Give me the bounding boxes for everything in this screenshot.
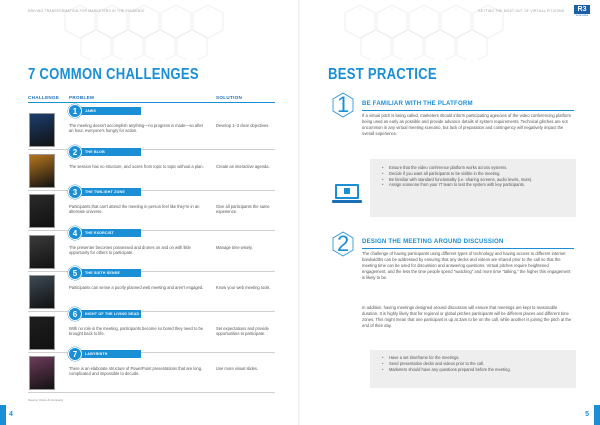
challenge-name: LABYRINTH: [76, 350, 141, 358]
solution-text: Use more visual slides.: [216, 366, 259, 371]
solution-text: Set expectations and provide opportunities to participate.: [216, 325, 269, 336]
r3-logo: [574, 5, 590, 17]
page-title: 7 COMMON CHALLENGES: [28, 66, 199, 83]
section-paragraph-2: The challenge of having participants using different types of technology and having access to different internet bandwidths can be addressed by ensuring that any decks and videos are shared prior to the call so that the meeting time can be used for discussion and answering questions. Virtual pitches require heightened engagement, and the less the time people spend "watching" and more time "talking," the higher this engagement is likely to be.: [362, 251, 571, 281]
challenge-number: 5: [68, 266, 82, 280]
page-number: 4: [9, 411, 13, 418]
section-rule-2: [362, 248, 574, 249]
challenge-name: THE BLOB: [76, 148, 141, 156]
problem-text: With no role in the meeting, participants become so bored they need to be brought back to life.: [69, 325, 204, 336]
column-header-challenge: CHALLENGE: [28, 95, 60, 100]
section-2-tips-list: [382, 355, 568, 372]
problem-text: Participants can sense a poorly planned web meeting and aren't engaged.: [69, 285, 204, 290]
tip-item: • Assign someone from your IT team to test the system with key participants.: [382, 182, 568, 188]
logo-sub: WORLDWIDE: [575, 15, 589, 17]
challenge-name: THE TWILIGHT ZONE: [76, 188, 141, 196]
section-title-2: DESIGN THE MEETING AROUND DISCUSSION: [362, 238, 504, 245]
source-note: Source: Cisco & Company: [28, 398, 64, 402]
tip-item: • Marketers should have any questions prepared before the meeting.: [382, 367, 568, 373]
problem-text: Participants that can't attend the meeting in person feel like they're in an alternate universe.: [69, 204, 200, 215]
problem-text: There is an elaborate structure of PowerPoint presentations that are long, complicated and impossible to decode.: [69, 366, 203, 377]
table-row: [28, 309, 275, 353]
page-title: BEST PRACTICE: [328, 66, 437, 83]
solution-text: Create an interactive agenda.: [216, 163, 270, 169]
section-paragraph-2b: In addition, having meetings designed around discussion will ensure that meetings are kept to reasonable duration. It is highly likely that for regional or global pitches participants will be different places and different time zones. This might mean that one participant is up at 3am to be on the call, while another is joining the pitch at the end of their day.: [362, 305, 572, 329]
solution-text: Know your web meeting tools.: [216, 285, 271, 290]
header-rule: [28, 102, 275, 103]
challenge-number: 2: [68, 145, 82, 159]
column-header-problem: PROBLEM: [69, 95, 95, 100]
challenge-number: 1: [68, 104, 82, 118]
challenge-number: 6: [68, 307, 82, 321]
living-dead-poster: [29, 316, 55, 350]
section-number-1: 1: [337, 92, 350, 117]
running-head: DRIVING TRANSFORMATION FOR MARKETERS IN THE PANDEMIC: [28, 9, 145, 13]
section-title-1: BE FAMILIAR WITH THE PLATFORM: [362, 100, 473, 107]
section-1-tips-box: [370, 159, 576, 217]
problem-text: The presenter becomes possessed and drones on and on with little opportunity for others to participate.: [69, 244, 191, 255]
challenge-name: THE EXORCIST: [76, 229, 141, 237]
section-paragraph-1: If a virtual pitch is being called, marketers should inform participating agencies of the video conferencing platform being used as early as possible and provide advance details of system requirements. Technical glitches are not uncommon in any virtual meeting scenario, but lack of preparation and contingency will negatively impact the overall experience.: [362, 113, 572, 137]
tip-item: • Have a set timeframe for the meetings.: [382, 355, 568, 361]
tip-item: • Be familiar with standard functionality (i.e. sharing screens, audio levels, mute).: [382, 177, 568, 183]
page-number: 5: [585, 411, 589, 418]
challenge-name: JAWS: [76, 107, 141, 115]
labyrinth-poster: [29, 356, 55, 390]
problem-text: The meeting doesn't accomplish anything—no progress is made—so after an hour, everyone's hungry for action.: [69, 123, 204, 134]
challenge-name: NIGHT OF THE LIVING DEAD: [76, 310, 141, 318]
challenge-number: 4: [68, 226, 82, 240]
solution-text: Give all participants the same experience.: [216, 204, 270, 215]
hexagon-outline-icon: [332, 231, 354, 257]
solution-text: Manage time wisely.: [216, 244, 253, 250]
tip-item: • Decide if you want all participants to be visible in the meeting.: [382, 171, 568, 177]
table-row: [28, 107, 275, 150]
logo-mark: R3: [574, 5, 590, 14]
jaws-poster: [29, 113, 55, 147]
section-2-tips-box: [370, 350, 576, 388]
corner-bar: [594, 405, 600, 425]
challenge-number: 7: [68, 347, 82, 361]
laptop-icon: [331, 182, 363, 206]
running-head: GETTING THE MOST OUT OF VIRTUAL PITCHING: [478, 9, 565, 13]
section-rule-1: [362, 110, 574, 111]
column-header-solution: SOLUTION: [216, 95, 243, 100]
twilight-zone-poster: [29, 194, 55, 228]
table-row: [28, 147, 275, 191]
table-row: [28, 188, 275, 231]
sixth-sense-poster: [29, 275, 55, 309]
corner-bar: [0, 405, 6, 425]
challenge-name: THE SIXTH SENSE: [76, 269, 141, 277]
exorcist-poster: [29, 235, 55, 269]
tip-item: • Ensure that the video conference platform works across systems.: [382, 165, 568, 171]
table-row: [28, 228, 275, 272]
table-row: [28, 269, 275, 312]
hexagon-outline-icon: [332, 92, 354, 118]
section-number-2: 2: [337, 231, 350, 256]
problem-text: The session has no structure, and oozes from topic to topic without a plan.: [69, 163, 204, 169]
section-1-tips-list: [382, 165, 568, 188]
challenge-number: 3: [68, 185, 82, 199]
tip-item: • Send presentation decks and videos prior to the call.: [382, 361, 568, 367]
right-page: [300, 0, 600, 425]
solution-text: Develop 1–3 clear objectives.: [216, 123, 270, 128]
table-row: [28, 350, 275, 393]
blob-poster: [29, 154, 55, 188]
